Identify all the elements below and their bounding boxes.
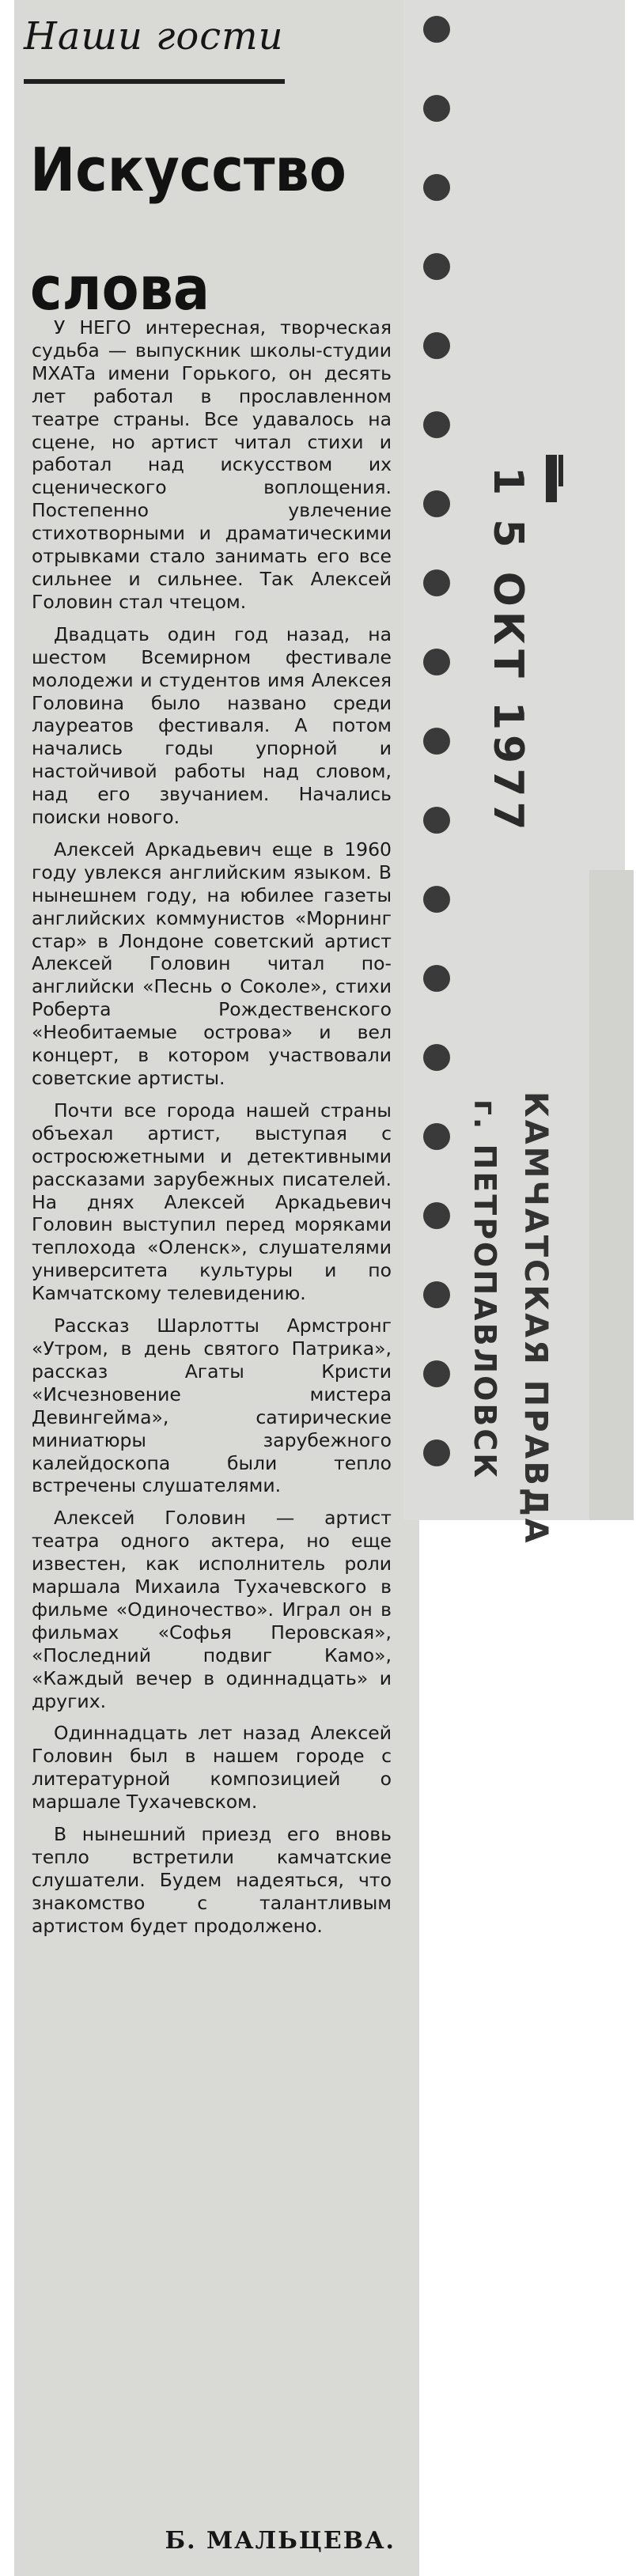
perforation-hole [423, 965, 450, 992]
date-stamp-mark [546, 455, 557, 502]
perforation-holes [423, 16, 455, 1487]
article-paragraph: Двадцать один год назад, на шестом Всемирном фестивале молодежи и студентов имя Алексея Головина было названо среди лауреатов фестиваля. А потом начались годы упорной и настойчивой работы над словом, над его звучанием. Начались поиски нового. [32, 622, 392, 829]
article-paragraph: Рассказ Шарлотты Армстронг «Утром, в день святого Патрика», рассказ Агаты Кристи «Исчезновение мистера Девингейма», сатирические миниатюры зарубежного калейдоскопа были тепло встречены слушателями. [32, 1314, 392, 1497]
perforation-hole [423, 16, 450, 43]
article-paragraph: В нынешний приезд его вновь тепло встретили камчатские слушатели. Будем надеяться, что знакомство с талантливым артистом будет продолжено. [32, 1823, 392, 1937]
archive-card-edge [589, 870, 634, 1520]
article-paragraph: Одиннадцать лет назад Алексей Головин был в нашем городе с литературной композицией о маршале Тухачевском. [32, 1722, 392, 1814]
article-paragraph: У НЕГО интересная, творческая судьба — выпускник школы-студии МХАТа имени Горького, он десять лет работал в прославленном театре страны. Все удавалось на сцене, но артист читал стихи и работал над искусством их сценического воплощения. Постепенно увлечение стихотворными и драматическими отрывками стало занимать его все сильнее и сильнее. Так Алексей Головин стал чтецом. [32, 316, 392, 613]
perforation-hole [423, 886, 450, 913]
perforation-hole [423, 95, 450, 122]
article-body [32, 316, 392, 1947]
perforation-hole [423, 490, 450, 517]
article-paragraph: Алексей Аркадьевич еще в 1960 году увлекся английским языком. В нынешнем году, на юбилее газеты английских коммунистов «Морнинг стар» в Лондоне советский артист Алексей Головин читал по-английски «Песнь о Соколе», стихи Роберта Рождественского «Необитаемые острова» и вел концерт, в котором участвовали советские артисты. [32, 838, 392, 1089]
perforation-hole [423, 1123, 450, 1150]
perforation-hole [423, 649, 450, 675]
perforation-hole [423, 1439, 450, 1466]
perforation-hole [423, 411, 450, 438]
perforation-hole [423, 1281, 450, 1308]
article-paragraph: Почти все города нашей страны объехал артист, выступая с остросюжетными и детективными рассказами зарубежных писателей. На днях Алексей Аркадьевич Головин выступил перед моряками теплохода «Оленск», слушателями университета культуры и по Камчатскому телевидению. [32, 1099, 392, 1305]
author-signature: Б. МАЛЬЦЕВА. [165, 2527, 396, 2555]
newspaper-name-stamp: КАМЧАТСКАЯ ПРАВДА [517, 1091, 554, 1545]
article-headline: Искусство слова [30, 134, 346, 323]
city-stamp: г. ПЕТРОПАВЛОВСК [468, 1099, 502, 1481]
article-paragraph: Алексей Головин — артист театра одного актера, но еще известен, как исполнитель роли маршала Михаила Тухачевского в фильме «Одиночество». Играл он в фильмах «Софья Перовская», «Последний подвиг Камо», «Каждый вечер в одиннадцать» и других. [32, 1507, 392, 1712]
perforation-hole [423, 1360, 450, 1387]
perforation-hole [423, 253, 450, 280]
rubric-underline [24, 79, 285, 84]
perforation-hole [423, 1202, 450, 1229]
perforation-hole [423, 807, 450, 834]
rubric-title: Наши гости [24, 14, 284, 59]
perforation-hole [423, 728, 450, 755]
date-stamp-mark [558, 455, 563, 486]
perforation-hole [423, 332, 450, 359]
perforation-hole [423, 1044, 450, 1071]
perforation-hole [423, 569, 450, 596]
date-stamp: 1 5 ОКТ 1977 [484, 467, 532, 835]
perforation-hole [423, 174, 450, 201]
